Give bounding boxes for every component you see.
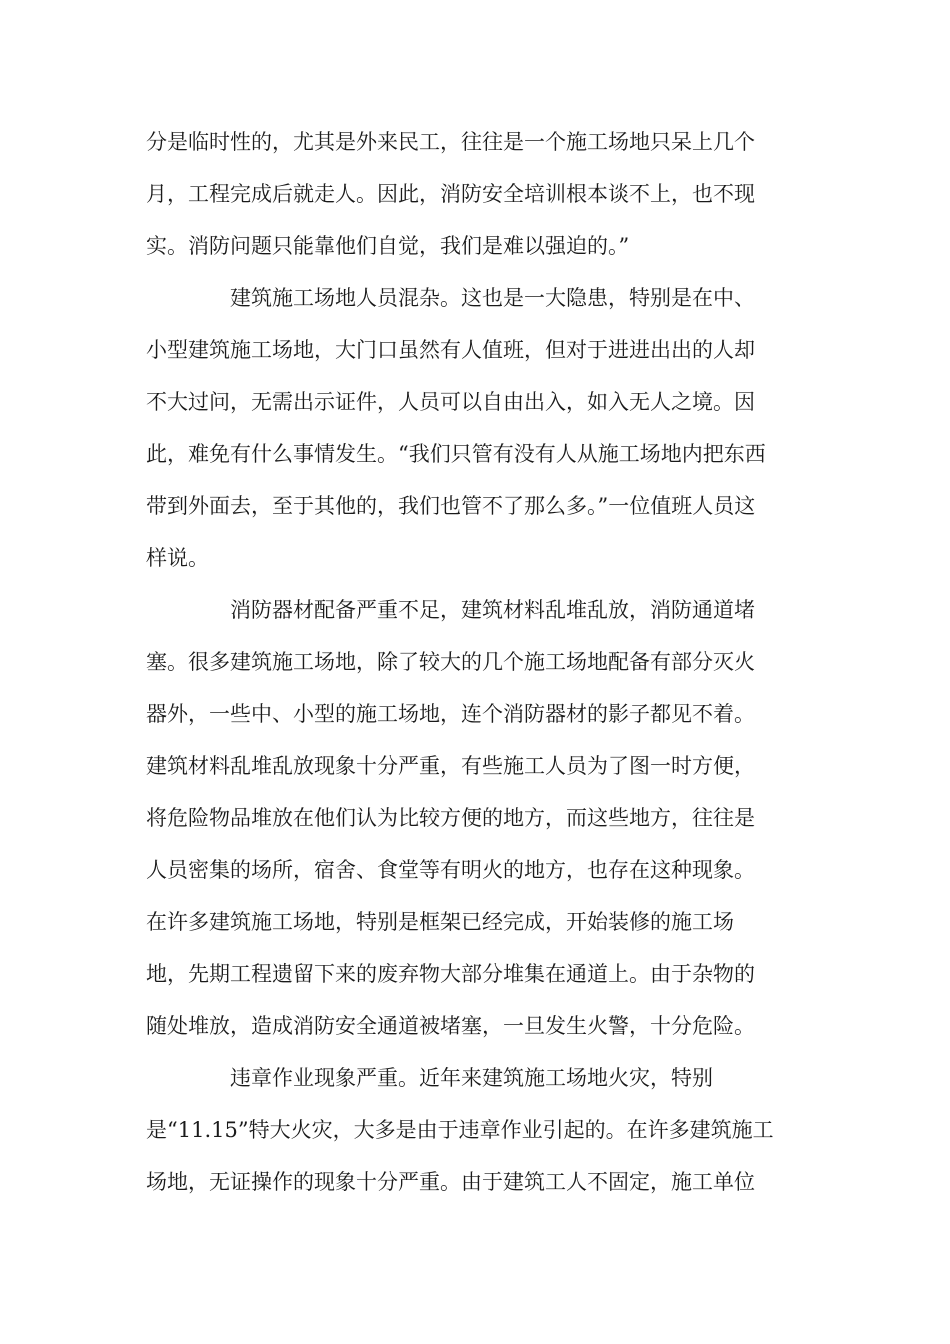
text-line: 将危险物品堆放在他们认为比较方便的地方，而这些地方，往往是 [146, 806, 755, 830]
text-line: 塞。很多建筑施工场地，除了较大的几个施工场地配备有部分灭火 [146, 650, 755, 674]
text-line: 地，先期工程遗留下来的废弃物大部分堆集在通道上。由于杂物的 [146, 962, 755, 986]
text-line: 建筑材料乱堆乱放现象十分严重，有些施工人员为了图一时方便， [146, 754, 755, 778]
text-line: 器外，一些中、小型的施工场地，连个消防器材的影子都见不着。 [146, 702, 755, 726]
text-line: 在许多建筑施工场地，特别是框架已经完成，开始装修的施工场 [146, 910, 734, 934]
text-line: 实。消防问题只能靠他们自觉，我们是难以强迫的。” [146, 234, 630, 258]
text-line: 分是临时性的，尤其是外来民工，往往是一个施工场地只呆上几个 [146, 130, 755, 154]
text-line: 是“11.15”特大火灾，大多是由于违章作业引起的。在许多建筑施工 [146, 1118, 774, 1142]
text-line: 违章作业现象严重。近年来建筑施工场地火灾，特别 [230, 1066, 713, 1090]
body-text [146, 116, 806, 1208]
text-line: 此，难免有什么事情发生。“我们只管有没有人从施工场地内把东西 [146, 442, 766, 466]
text-line: 小型建筑施工场地，大门口虽然有人值班，但对于进进出出的人却 [146, 338, 755, 362]
text-line: 样说。 [146, 546, 209, 570]
text-line: 人员密集的场所，宿舍、食堂等有明火的地方，也存在这种现象。 [146, 858, 755, 882]
text-line: 建筑施工场地人员混杂。这也是一大隐患，特别是在中、 [230, 286, 755, 310]
text-line: 场地，无证操作的现象十分严重。由于建筑工人不固定，施工单位 [146, 1170, 755, 1194]
text-line: 月，工程完成后就走人。因此，消防安全培训根本谈不上，也不现 [146, 182, 755, 206]
text-line: 随处堆放，造成消防安全通道被堵塞，一旦发生火警，十分危险。 [146, 1014, 755, 1038]
text-line: 消防器材配备严重不足，建筑材料乱堆乱放，消防通道堵 [230, 598, 755, 622]
text-line: 带到外面去，至于其他的，我们也管不了那么多。”一位值班人员这 [146, 494, 756, 518]
text-line: 不大过问，无需出示证件，人员可以自由出入，如入无人之境。因 [146, 390, 755, 414]
